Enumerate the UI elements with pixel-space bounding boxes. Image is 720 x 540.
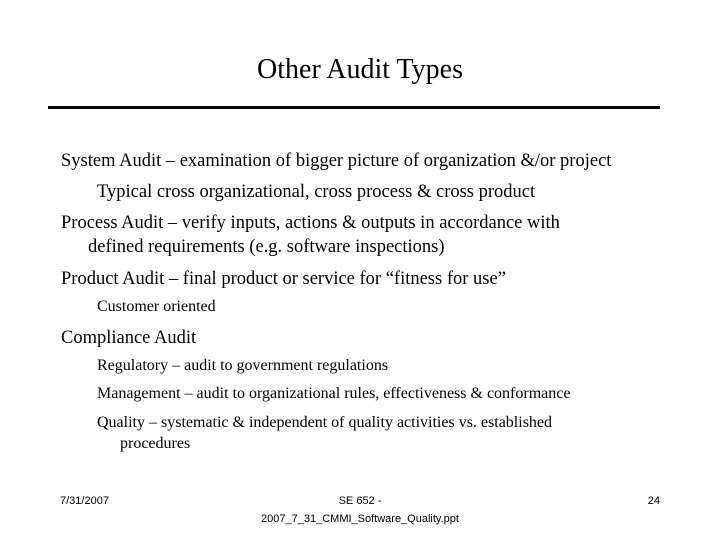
bullet-process-audit: Process Audit – verify inputs, actions & outputs in accordance with [61,213,560,233]
bullet-product-audit: Product Audit – final product or service for “fitness for use” [61,269,506,289]
bullet-compliance-audit: Compliance Audit [61,328,197,348]
sub-bullet-typical-cross: Typical cross organizational, cross process & cross product [97,182,536,202]
slide-title: Other Audit Types [257,54,463,85]
sub-bullet-customer-oriented: Customer oriented [97,298,216,315]
bullet-process-audit-continuation: defined requirements (e.g. software inspections) [88,237,445,257]
footer-center-line-2: 2007_7_31_CMMI_Software_Quality.ppt [261,513,459,525]
footer-center-line-1: SE 652 - [338,495,382,507]
title-divider [48,106,660,109]
sub-bullet-regulatory: Regulatory – audit to government regulations [97,357,389,374]
bullet-system-audit: System Audit – examination of bigger picture of organization &/or project [61,151,612,171]
sub-bullet-quality: Quality – systematic & independent of quality activities vs. established [97,414,553,431]
footer-page-number: 24 [647,495,660,507]
sub-bullet-quality-continuation: procedures [120,435,191,452]
sub-bullet-management: Management – audit to organizational rules, effectiveness & conformance [97,385,571,402]
footer-date: 7/31/2007 [60,495,109,507]
